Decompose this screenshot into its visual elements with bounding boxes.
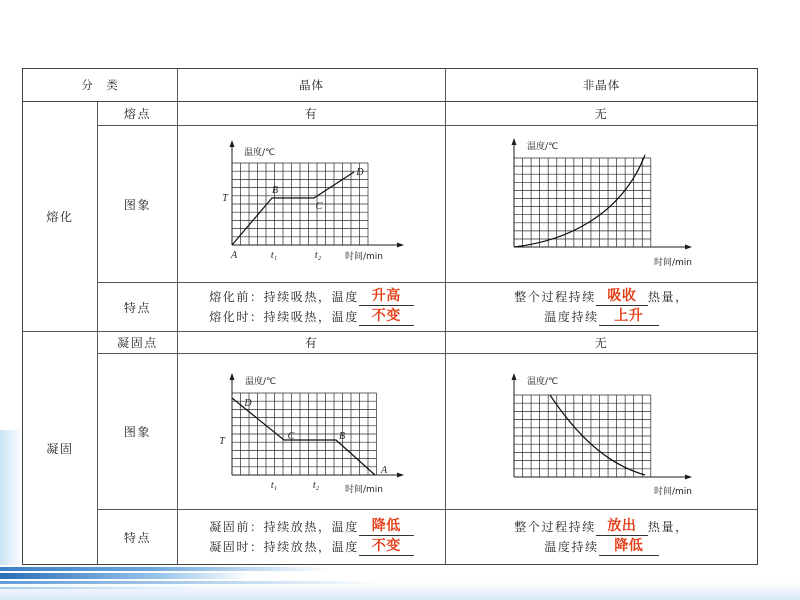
feature-text: 温度持续: [544, 540, 599, 554]
melting-graph-crystal-cell: [178, 126, 446, 283]
amorphous-solidification-graph: [446, 354, 756, 509]
grid: [514, 158, 651, 247]
feature-text: 整个过程持续: [514, 290, 596, 304]
x-axis-label: 时间/min: [653, 487, 692, 497]
grid: [232, 393, 377, 475]
point-c-label: C: [315, 201, 323, 212]
header-crystal: 晶体: [178, 68, 446, 102]
solidification-graph-amorphous-cell: [446, 354, 758, 510]
answer-text: 放出: [607, 518, 637, 534]
freezing-point-label: 凝固点: [98, 332, 178, 354]
decor-stripe: [0, 587, 200, 589]
crystal-solidification-graph: [178, 354, 445, 509]
feature-line: [209, 517, 414, 537]
temperature-mark: T: [222, 193, 228, 204]
time-mark-1: t₁: [270, 480, 278, 491]
feature-text: 凝固前：持续放热，温度: [209, 520, 359, 534]
melting-feature-crystal: [178, 283, 446, 332]
amorphous-melting-graph: [446, 126, 756, 282]
header-amorphous: 非晶体: [446, 68, 758, 102]
answer-text: 吸收: [607, 288, 637, 304]
left-blue-fade: [0, 430, 22, 565]
feature-line: [209, 287, 414, 307]
decor-stripe: [0, 567, 330, 571]
x-axis-label: 时间/min: [345, 252, 384, 262]
feature-suffix: 热量，: [647, 290, 689, 304]
y-axis-label: 温度/℃: [527, 142, 559, 152]
feature-line: [514, 287, 688, 307]
melting-feature-label: 特点: [98, 283, 178, 332]
answer-blank: [359, 288, 414, 306]
freezing-point-crystal: 有: [178, 332, 446, 354]
decor-bottom-band: [0, 582, 800, 600]
temperature-curve: [550, 395, 645, 475]
feature-text: 熔化前：持续吸热，温度: [209, 290, 359, 304]
comparison-table: [22, 68, 758, 565]
time-mark-2: t₂: [314, 250, 322, 261]
answer-text: 升高: [371, 288, 401, 304]
answer-text: 不变: [371, 538, 401, 554]
solidification-label: 凝固: [22, 332, 98, 565]
melting-point-crystal: 有: [178, 102, 446, 126]
temperature-mark: T: [219, 436, 225, 447]
solidification-feature-amorphous: [446, 510, 758, 565]
feature-line: [209, 537, 414, 557]
solidification-feature-crystal: [178, 510, 446, 565]
point-d-label: D: [244, 398, 252, 409]
solidification-feature-label: 特点: [98, 510, 178, 565]
answer-blank: [596, 288, 648, 306]
x-axis-arrow: [685, 245, 692, 250]
decor-stripe: [0, 581, 380, 584]
y-axis-arrow: [512, 138, 517, 145]
point-d-label: D: [356, 167, 364, 178]
feature-line: [544, 307, 658, 327]
time-mark-1: t₁: [270, 250, 278, 261]
answer-blank: [359, 518, 414, 536]
feature-text: 整个过程持续: [514, 520, 596, 534]
answer-blank: [599, 308, 659, 326]
time-mark-2: t₂: [312, 480, 320, 491]
header-category: 分 类: [22, 68, 178, 102]
crystal-melting-graph: [178, 126, 445, 282]
y-axis-label: 温度/℃: [244, 148, 276, 158]
answer-blank: [596, 518, 648, 536]
temperature-curve: [232, 172, 354, 245]
feature-line: [544, 537, 658, 557]
decor-stripe: [0, 573, 250, 579]
answer-text: 降低: [614, 538, 644, 554]
melting-point-label: 熔点: [98, 102, 178, 126]
y-axis-label: 温度/℃: [527, 377, 559, 387]
feature-suffix: 热量，: [647, 520, 689, 534]
answer-blank: [599, 538, 659, 556]
y-axis-arrow: [230, 140, 235, 147]
x-axis-arrow: [397, 243, 404, 248]
answer-text: 降低: [371, 518, 401, 534]
feature-text: 凝固时：持续放热，温度: [209, 540, 359, 554]
answer-text: 不变: [371, 308, 401, 324]
melting-graph-label: 图象: [98, 126, 178, 283]
x-axis-arrow: [685, 475, 692, 480]
x-axis-label: 时间/min: [345, 485, 384, 495]
point-a-label: A: [230, 250, 238, 261]
point-c-label: C: [287, 431, 295, 442]
melting-graph-amorphous-cell: [446, 126, 758, 283]
feature-text: 熔化时：持续吸热，温度: [209, 310, 359, 324]
freezing-point-amorphous: 无: [446, 332, 758, 354]
melting-point-amorphous: 无: [446, 102, 758, 126]
point-b-label: B: [338, 431, 346, 442]
solidification-graph-label: 图象: [98, 354, 178, 510]
point-a-label: A: [380, 465, 388, 476]
feature-line: [209, 307, 414, 327]
point-b-label: B: [271, 185, 279, 196]
melting-feature-amorphous: [446, 283, 758, 332]
grid: [232, 163, 368, 245]
feature-line: [514, 517, 688, 537]
y-axis-arrow: [512, 373, 517, 380]
melting-label: 熔化: [22, 102, 98, 332]
answer-text: 上升: [614, 308, 644, 324]
x-axis-arrow: [397, 473, 404, 478]
feature-text: 温度持续: [544, 310, 599, 324]
x-axis-label: 时间/min: [653, 258, 692, 268]
y-axis-arrow: [230, 373, 235, 380]
answer-blank: [359, 308, 414, 326]
solidification-graph-crystal-cell: [178, 354, 446, 510]
answer-blank: [359, 538, 414, 556]
y-axis-label: 温度/℃: [245, 377, 277, 387]
